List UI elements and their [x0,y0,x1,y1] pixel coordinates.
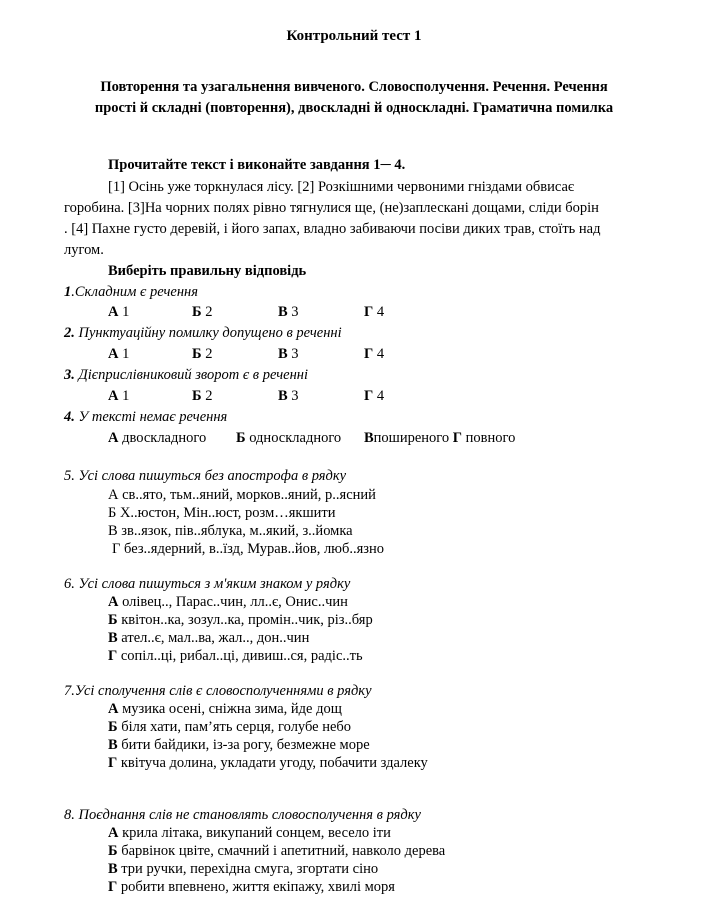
answer-option: Б односкладного [236,430,342,446]
answer-option: В 3 [278,346,299,362]
answer-option: Б 2 [192,304,213,320]
question-6-text: 6. Усі слова пишуться з м'яким знаком у рядку [64,576,351,592]
question-4 [64,409,227,426]
question-7-text: 7.Усі сполучення слів є словосполученнями в рядку [64,683,372,699]
question-number: 1 [64,284,72,300]
answer-option: А 1 [108,346,130,362]
answer-option: Б 2 [192,346,213,362]
answer-option: Г 4 [364,346,385,362]
question-8-text: 8. Поєднання слів не становлять словосполучення в рядку [64,807,421,823]
page-title: Контрольний тест 1 [286,28,422,44]
answer-option: Б 2 [192,388,213,404]
answer-option: В 3 [278,388,299,404]
question-1 [64,284,198,301]
question-3 [64,367,308,384]
instruction: Прочитайте текст і виконайте завдання 1─ 4. [108,157,406,173]
question-text: Пунктуаційну помилку допущено в реченні [74,325,342,341]
answer-option: Г сопіл..ці, рибал..ці, дивиш..ся, радіс..ть [108,648,363,664]
question-text: У тексті немає речення [74,409,228,425]
answer-option: Г робити впевнено, життя екіпажу, хвилі моря [108,879,395,895]
choose-heading: Виберіть правильну відповідь [108,263,307,279]
answer-option: А 1 [108,304,130,320]
question-text: Дієприслівниковий зворот є в реченні [74,367,308,383]
subtitle-line-2: прості й складні (повторення), двоскладні й односкладні. Граматична помилка [94,100,614,116]
answer-option: Б квітон..ка, зозул..ка, промін..чик, різ..бяр [108,612,373,628]
answer-option: В три ручки, перехідна смуга, згортати сіно [108,861,379,877]
text-line: [1] Осінь уже торкнулася лісу. [2] Розкішними червоними гніздами обвисає [108,179,575,195]
answer-option: Г 4 [364,304,385,320]
answer-option: Б біля хати, пам’ять серця, голубе небо [108,719,352,735]
answer-option: А двоскладного [108,430,207,446]
answer-option: В бити байдики, із-за рогу, безмежне море [108,737,370,753]
answer-option: Б барвінок цвіте, смачний і апетитний, навколо дерева [108,843,446,859]
answer-option: А св..ято, тьм..яний, морков..яний, р..ясний [108,487,376,503]
question-number: 2. [64,325,75,341]
answer-option: Г квітуча долина, укладати угоду, побачити здалеку [108,755,428,771]
answer-option: Г 4 [364,388,385,404]
question-text: .Складним є речення [71,284,198,300]
answer-option: А крила літака, викупаний сонцем, весело іти [108,825,391,841]
text-line: лугом. [64,242,104,258]
question-2 [64,325,342,342]
text-line: горобина. [3]На чорних полях рівно тягнулися ще, (не)заплескані дощами, сліди борін [64,200,599,216]
answer-option: А олівец.., Парас..чин, лл..є, Онис..чин [108,594,348,610]
answer-option: А музика осені, сніжна зима, йде дощ [108,701,342,717]
question-number: 3. [64,367,75,383]
subtitle-line-1: Повторення та узагальнення вивченого. Словосполучення. Речення. Речення [100,79,608,95]
answer-option: А 1 [108,388,130,404]
answer-option: В зв..язок, пів..яблука, м..який, з..йомка [108,523,353,539]
answer-option: В 3 [278,304,299,320]
answer-option: Б Х..юстон, Мін..юст, розм…якшити [108,505,336,521]
answer-option: Впоширеного Г повного [364,430,516,446]
question-5-text: 5. Усі слова пишуться без апострофа в рядку [64,468,347,484]
text-line: . [4] Пахне густо деревій, і його запах, владно забиваючи посіви диких трав, стоїть над [64,221,601,237]
answer-option: Г без..ядерний, в..їзд, Мурав..йов, люб..язно [112,541,385,557]
answer-option: В ател..є, мал..ва, жал.., дон..чин [108,630,310,646]
question-number: 4. [64,409,75,425]
